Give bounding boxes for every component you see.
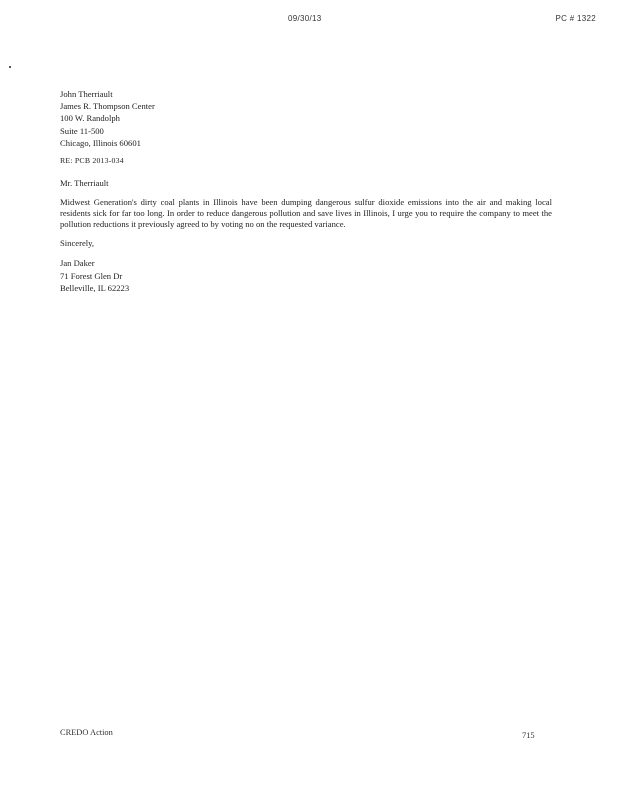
signature-line: Jan Daker — [60, 258, 95, 269]
signature-line: 71 Forest Glen Dr — [60, 270, 123, 281]
recipient-line: 100 W. Randolph — [60, 113, 120, 124]
recipient-address — [60, 88, 556, 149]
footer-organization: CREDO Action — [60, 728, 113, 737]
letter-body — [60, 88, 556, 294]
recipient-line: John Therriault — [60, 89, 113, 99]
signature-block — [60, 257, 556, 294]
recipient-line: Chicago, Illinois 60601 — [60, 137, 141, 148]
footer-page-number: 715 — [522, 731, 535, 740]
letter-paragraph: Midwest Generation's dirty coal plants in Illinois have been dumping dangerous sulfur dioxide emissions into the air and making local residents sick for far too long. In order to reduce dangerous pollution and save lives in Illinois, I urge you to require the company to meet the pollution reductions it previously agreed to by voting no on the requested variance. — [60, 197, 552, 229]
recipient-line: Suite 11-500 — [60, 125, 104, 136]
scan-speck — [9, 66, 11, 68]
closing: Sincerely, — [60, 238, 95, 249]
signature-line: Belleville, IL 62223 — [60, 282, 130, 293]
re-line: RE: PCB 2013-034 — [60, 156, 124, 166]
recipient-line: James R. Thompson Center — [60, 101, 155, 112]
header-pc-number: PC # 1322 — [555, 14, 596, 23]
salutation: Mr. Therriault — [60, 178, 109, 189]
header-date-stamp: 09/30/13 — [288, 14, 322, 23]
